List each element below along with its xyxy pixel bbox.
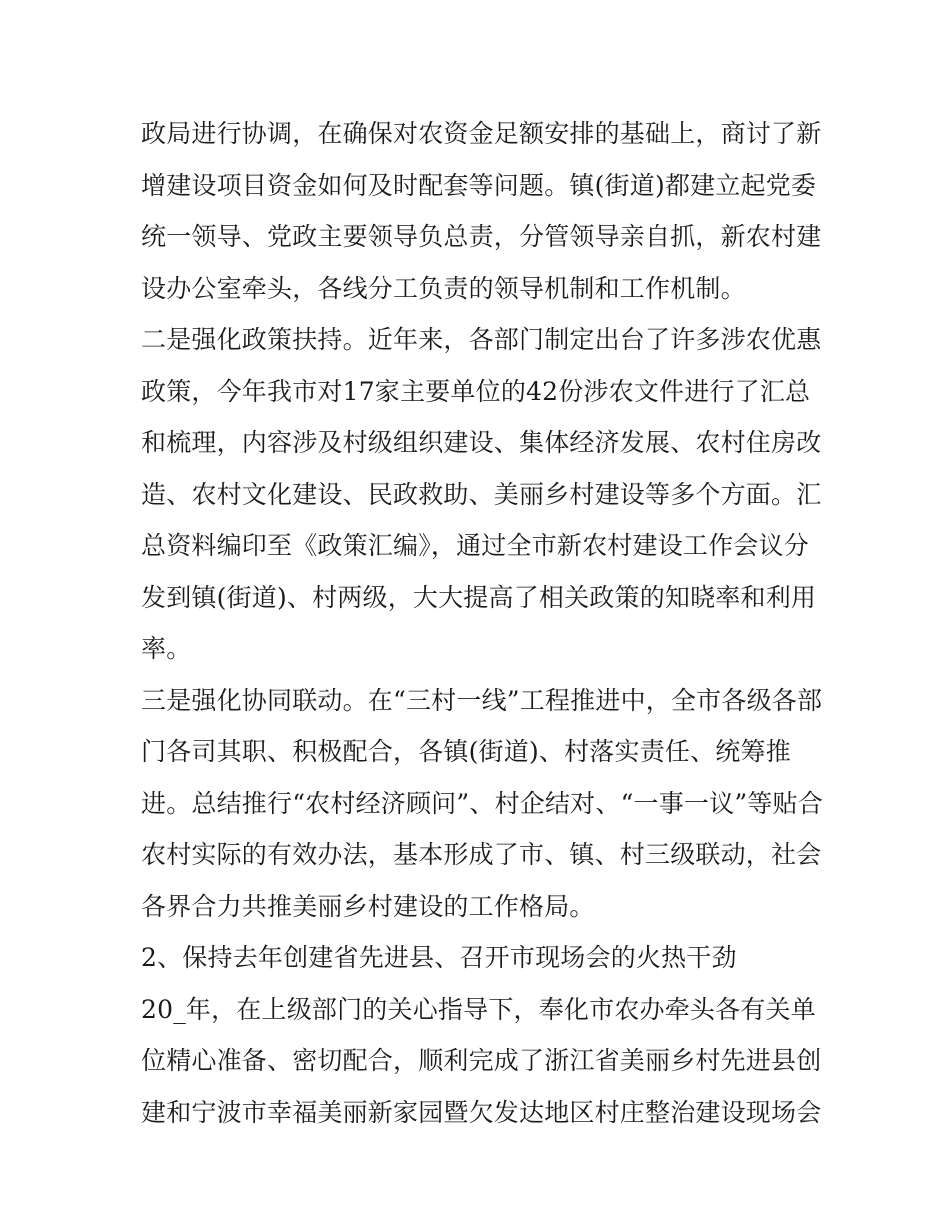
text-line: 2、保持去年创建省先进县、召开市现场会的火热干劲 (141, 943, 737, 972)
text-line: 农村实际的有效办法，基本形成了市、镇、村三级联动，社会 (141, 840, 822, 869)
text-line: 和梳理，内容涉及村级组织建设、集体经济发展、农村住房改 (141, 428, 822, 457)
body-text (141, 108, 821, 1138)
text-line: 总资料编印至《政策汇编》，通过全市新农村建设工作会议分 (141, 531, 809, 560)
text-line: 统一领导、党政主要领导负总责，分管领导亲自抓，新农村建 (141, 222, 822, 251)
text-line: 发到镇(街道)、村两级，大大提高了相关政策的知晓率和利用 (141, 582, 817, 612)
text-line: 进。总结推行“农村经济顾问”、村企结对、“一事一议”等贴合 (141, 788, 823, 818)
text-line: 各界合力共推美丽乡村建设的工作格局。 (141, 891, 595, 921)
text-line: 率。 (141, 634, 192, 663)
text-line: 建和宁波市幸福美丽新家园暨欠发达地区村庄整治建设现场会 (141, 1097, 822, 1127)
text-line: 三是强化协同联动。在“三村一线”工程推进中，全市各级各部 (141, 685, 823, 715)
text-line: 位精心准备、密切配合，顺利完成了浙江省美丽乡村先进县创 (141, 1046, 822, 1075)
text-line: 二是强化政策扶持。近年来，各部门制定出台了许多涉农优惠 (141, 325, 822, 354)
text-line: 政局进行协调，在确保对农资金足额安排的基础上，商讨了新 (141, 119, 822, 148)
text-line: 政策，今年我市对17家主要单位的42份涉农文件进行了汇总 (141, 376, 811, 406)
text-line: 20_年，在上级部门的关心指导下，奉化市农办牵头各有关单 (141, 994, 816, 1024)
text-line: 造、农村文化建设、民政救助、美丽乡村建设等多个方面。汇 (141, 479, 822, 509)
text-line: 门各司其职、积极配合，各镇(街道)、村落实责任、统筹推 (141, 737, 791, 766)
text-line: 增建设项目资金如何及时配套等问题。镇(街道)都建立起党委 (141, 170, 817, 200)
text-line: 设办公室牵头，各线分工负责的领导机制和工作机制。 (141, 273, 746, 303)
